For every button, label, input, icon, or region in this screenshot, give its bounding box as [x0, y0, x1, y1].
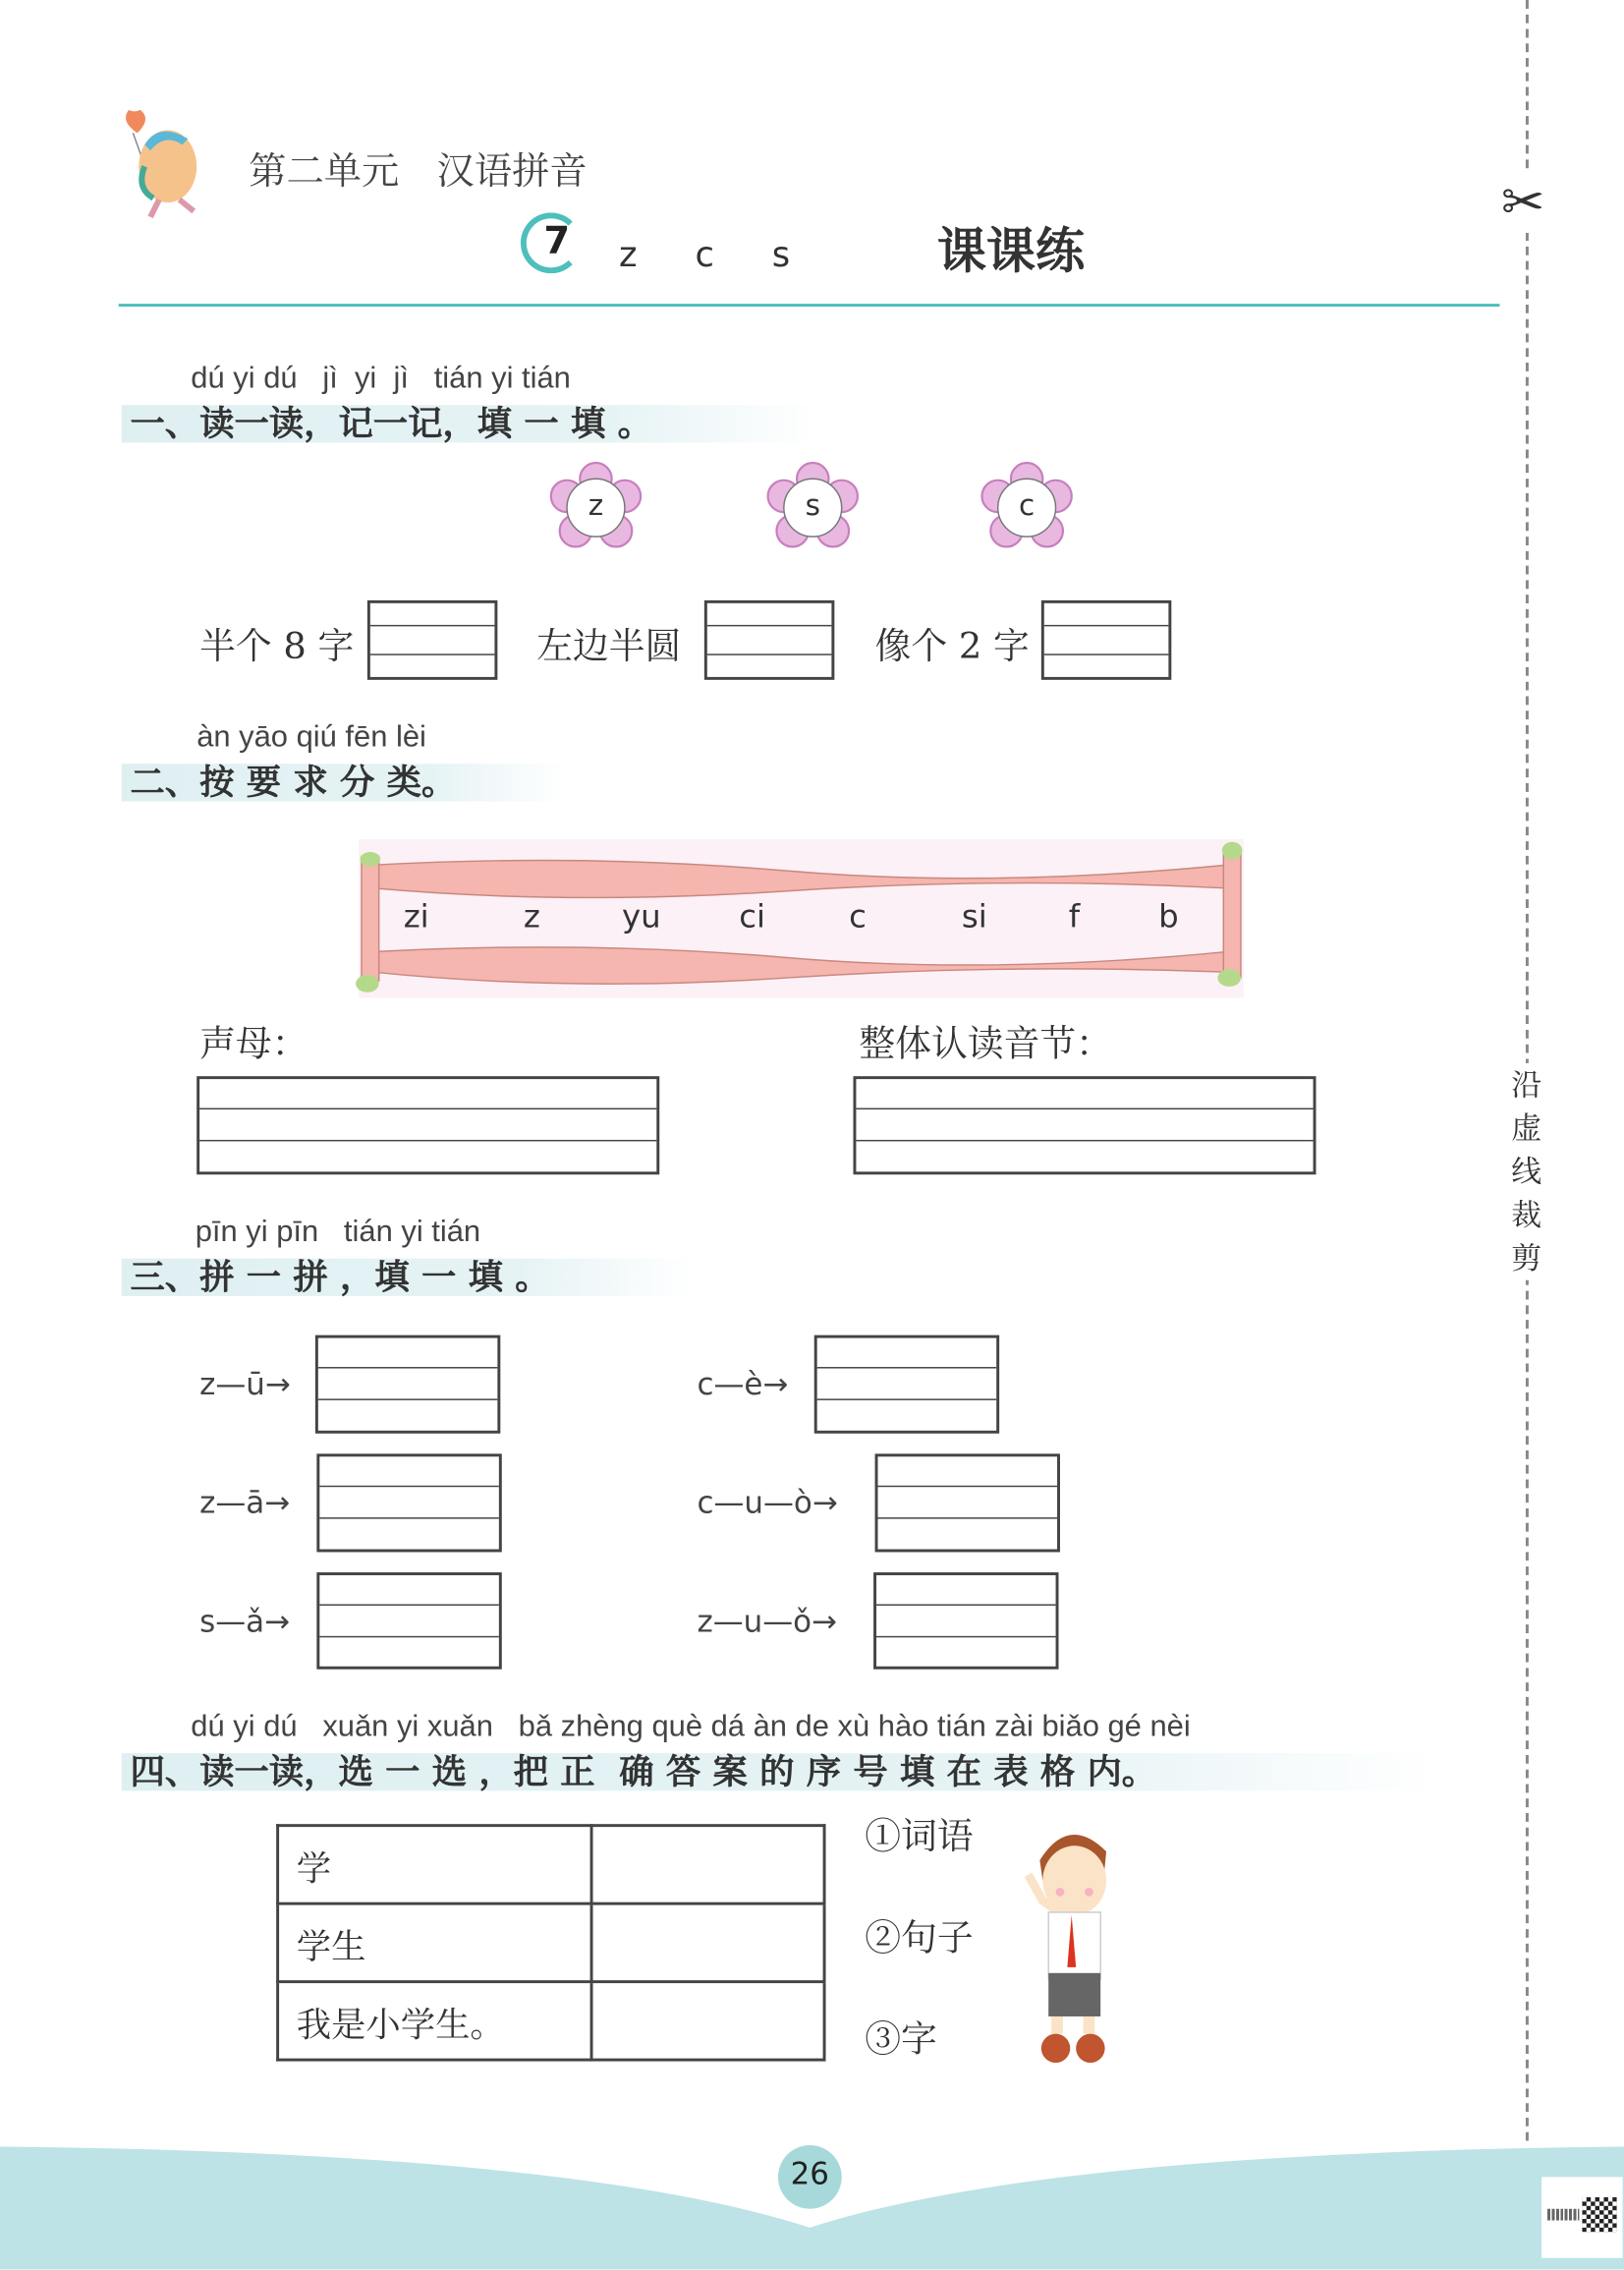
- spell-box-4[interactable]: [814, 1335, 999, 1434]
- table-answer-cell[interactable]: [591, 1982, 824, 2060]
- spell-box-1[interactable]: [315, 1335, 500, 1434]
- table-row: [278, 1982, 824, 2060]
- clue-2: 左边半圆: [536, 624, 682, 667]
- scroll-banner: [353, 839, 1250, 998]
- syllable: c: [849, 899, 867, 936]
- syllable: z: [523, 899, 540, 936]
- saluting-boy-icon: [1020, 1817, 1124, 2066]
- initials-answer-box[interactable]: [196, 1076, 659, 1174]
- syllable: si: [961, 899, 987, 936]
- syllable: ci: [739, 899, 766, 936]
- section1-title: 一、读一读，记一记，填 一 填 。: [122, 405, 817, 442]
- lesson-title: z c s: [619, 234, 802, 275]
- syllable: yu: [621, 899, 661, 936]
- option-1: ①词语: [865, 1815, 974, 1858]
- scissors-icon: ✂: [1500, 173, 1545, 233]
- mascot-icon: [116, 101, 217, 220]
- flower-s: [766, 462, 859, 554]
- syllable: zi: [403, 899, 429, 936]
- section4-title: 四、读一读，选 一 选 ，把 正 确 答 案 的 序 号 填 在 表 格 内。: [122, 1753, 1436, 1790]
- page-number: 26: [790, 2156, 829, 2192]
- spell-chain-6: z—u—ǒ→: [697, 1604, 837, 1639]
- flower-letter: s: [805, 487, 820, 523]
- spell-chain-1: z—ū→: [199, 1367, 291, 1402]
- flower-c: [980, 462, 1073, 554]
- table-answer-cell[interactable]: [591, 1826, 824, 1903]
- practice-title: 课课练: [936, 222, 1085, 281]
- spell-chain-5: c—u—ò→: [697, 1485, 838, 1521]
- answer-box-3[interactable]: [1041, 600, 1171, 680]
- table-row: [278, 1903, 824, 1981]
- initials-label: 声母：: [199, 1022, 308, 1065]
- section4-pinyin: dú yi dú xuǎn yi xuǎn bǎ zhèng què dá àn de xù hào tián zài biǎo gé nèi: [191, 1709, 1191, 1743]
- flower-z: [549, 462, 642, 554]
- spell-box-5[interactable]: [875, 1453, 1060, 1552]
- spell-chain-3: s—ǎ→: [199, 1604, 290, 1639]
- spell-chain-2: z—ā→: [199, 1485, 291, 1521]
- spell-chain-4: c—è→: [697, 1367, 789, 1402]
- clue-1: 半个 8 字: [199, 624, 355, 667]
- section3-pinyin: pīn yi pīn tián yi tián: [195, 1215, 481, 1249]
- whole-syllables-label: 整体认读音节：: [859, 1022, 1112, 1065]
- table-cell-word: 我是小学生。: [278, 1982, 591, 2060]
- whole-syllables-answer-box[interactable]: [853, 1076, 1316, 1174]
- section1-pinyin: dú yi dú jì yi jì tián yi tián: [191, 362, 571, 395]
- unit-title: 第二单元 汉语拼音: [249, 150, 588, 195]
- flower-letter: c: [1019, 487, 1036, 523]
- clue-3: 像个 2 字: [874, 624, 1030, 667]
- table-row: [278, 1826, 824, 1903]
- spell-box-2[interactable]: [316, 1453, 501, 1552]
- answer-box-1[interactable]: [367, 600, 497, 680]
- classify-table: [276, 1824, 825, 2061]
- table-cell-word: 学: [278, 1826, 591, 1903]
- table-answer-cell[interactable]: [591, 1903, 824, 1981]
- option-3: ③字: [865, 2017, 937, 2061]
- section3-title: 三、拼 一 拼 ，填 一 填 。: [122, 1259, 692, 1296]
- syllable: b: [1158, 899, 1179, 936]
- syllable: f: [1068, 899, 1081, 936]
- answer-box-2[interactable]: [704, 600, 834, 680]
- qr-code-icon: [1541, 2177, 1622, 2257]
- lesson-number: 7: [543, 219, 571, 263]
- option-2: ②句子: [865, 1916, 974, 1959]
- section2-title: 二、按 要 求 分 类。: [122, 764, 567, 801]
- flower-letter: z: [588, 487, 604, 523]
- section2-pinyin: àn yāo qiú fēn lèi: [196, 720, 426, 754]
- spell-box-3[interactable]: [316, 1572, 501, 1670]
- cut-hint: 沿虚线裁剪: [1511, 1063, 1542, 1280]
- header-divider: [119, 304, 1500, 307]
- table-cell-word: 学生: [278, 1903, 591, 1981]
- spell-box-6[interactable]: [873, 1572, 1058, 1670]
